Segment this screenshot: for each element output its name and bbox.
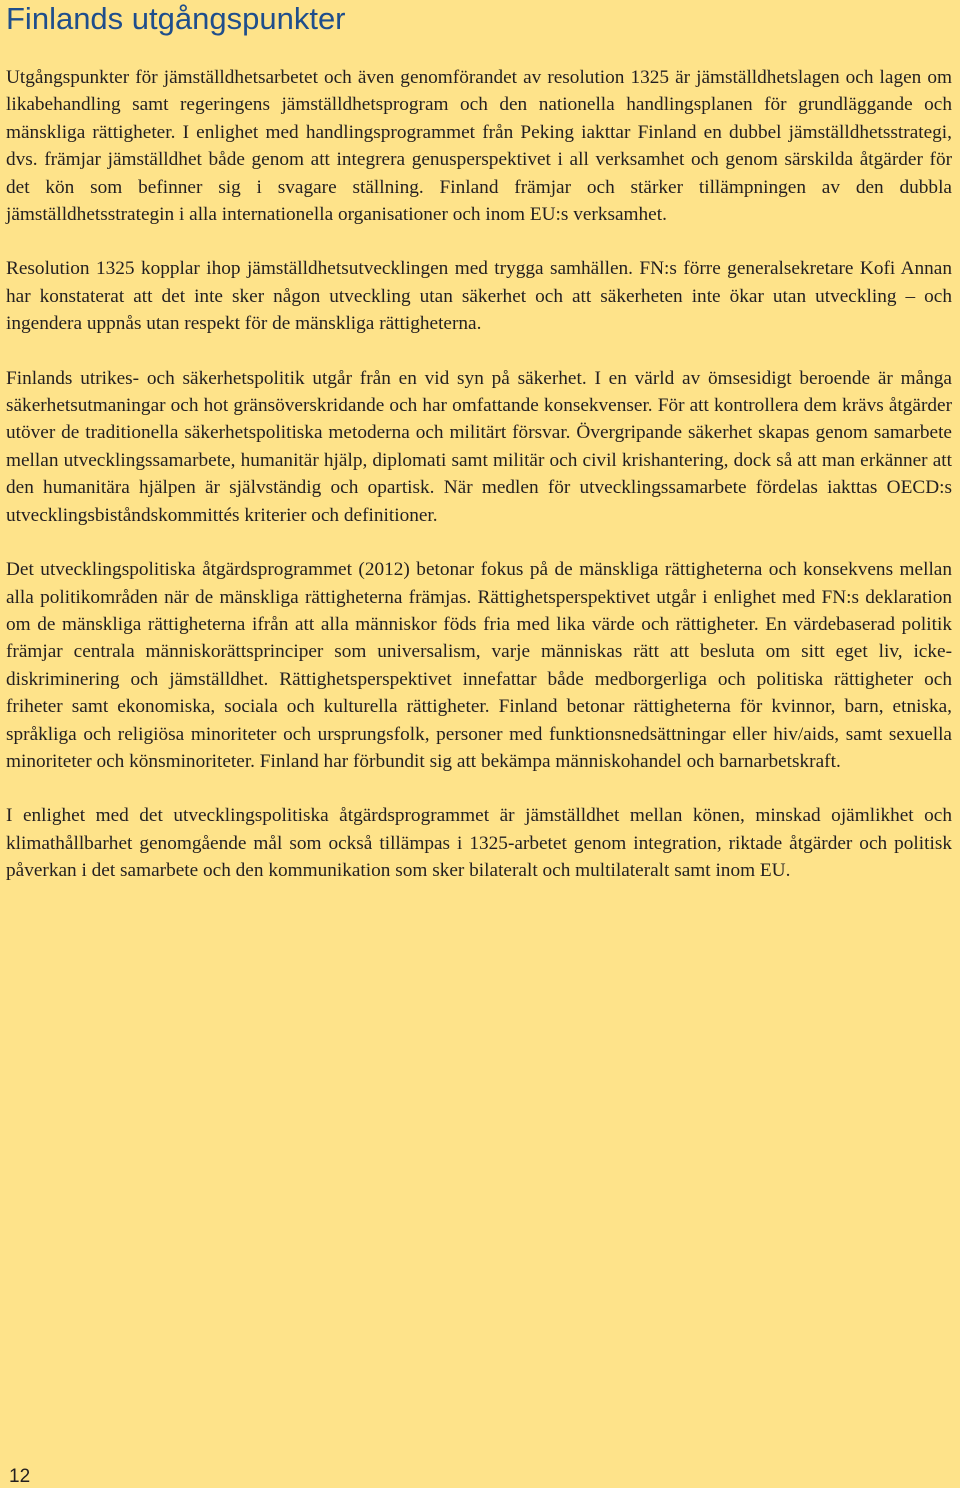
paragraph-1: Utgångspunkter för jämställdhetsarbetet och även genomförandet av resolution 1325 är jämställdhetslagen och lagen om likabehandling samt regeringens jämställdhetsprogram och den nationella handlingsplanen för grundläggande och mänskliga rättigheter. I enlighet med handlingsprogrammet från Peking iakttar Finland en dubbel jämställdhetsstrategi, dvs. främjar jämställdhet både genom att integrera genusperspektivet i all verksamhet och genom särskilda åtgärder för det kön som befinner sig i svagare ställning. Finland främjar och stärker tillämpningen av den dubbla jämställdhetsstrategin i alla internationella organisationer och inom EU:s verksamhet. — [6, 67, 952, 226]
paragraph-2: Resolution 1325 kopplar ihop jämställdhetsutvecklingen med trygga samhällen. FN:s förre generalsekretare Kofi Annan har konstaterat att det inte sker någon utveckling utan säkerhet och att säkerheten inte ökar utan utveckling – och ingendera uppnås utan respekt för de mänskliga rättigheterna. — [6, 258, 952, 335]
body-text — [6, 64, 952, 912]
paragraph-4: Det utvecklingspolitiska åtgärdsprogrammet (2012) betonar fokus på de mänskliga rättigheterna och konsekvens mellan alla politikområden när de mänskliga rättigheterna främjas. Rättighetsperspektivet utgår i enlighet med FN:s deklaration om de mänskliga rättigheterna ifrån att alla människor föds fria med lika värde och rättigheter. En värdebaserad politik främjar centrala människorättsprinciper som universalism, varje människas rätt att besluta om sitt eget liv, icke-diskriminering och jämställdhet. Rättighetsperspektivet innefattar både medborgerliga och politiska rättigheter och friheter samt ekonomiska, sociala och kulturella rättigheter. Finland betonar rättigheterna för kvinnor, barn, etniska, språkliga och religiösa minoriteter och ursprungsfolk, personer med funktionsnedsättningar eller hiv/aids, samt sexuella minoriteter och könsminoriteter. Finland har förbundit sig att bekämpa människohandel och barnarbetskraft. — [6, 559, 952, 772]
page-number: 12 — [9, 1466, 31, 1487]
paragraph-5: I enlighet med det utvecklingspolitiska åtgärdsprogrammet är jämställdhet mellan könen, minskad ojämlikhet och klimathållbarhet genomgående mål som också tillämpas i 1325-arbetet genom integration, riktade åtgärder och politisk påverkan i det samarbete och den kommunikation som sker bilateralt och multilateralt samt inom EU. — [6, 805, 952, 882]
paragraph-3: Finlands utrikes- och säkerhetspolitik utgår från en vid syn på säkerhet. I en värld av ömsesidigt beroende är många säkerhetsutmaningar och hot gränsöverskridande och har omfattande konsekvenser. För att kontrollera dem krävs åtgärder utöver de traditionella säkerhetspolitiska metoderna och militärt försvar. Övergripande säkerhet skapas genom samarbete mellan utvecklingssamarbete, humanitär hjälp, diplomati samt militär och civil krishantering, dock så att man erkänner att den humanitära hjälpen är självständig och opartisk. När medlen för utvecklingssamarbete fördelas iakttas OECD:s utvecklingsbiståndskommittés kriterier och definitioner. — [6, 367, 952, 526]
page-title: Finlands utgångspunkter — [6, 1, 346, 36]
